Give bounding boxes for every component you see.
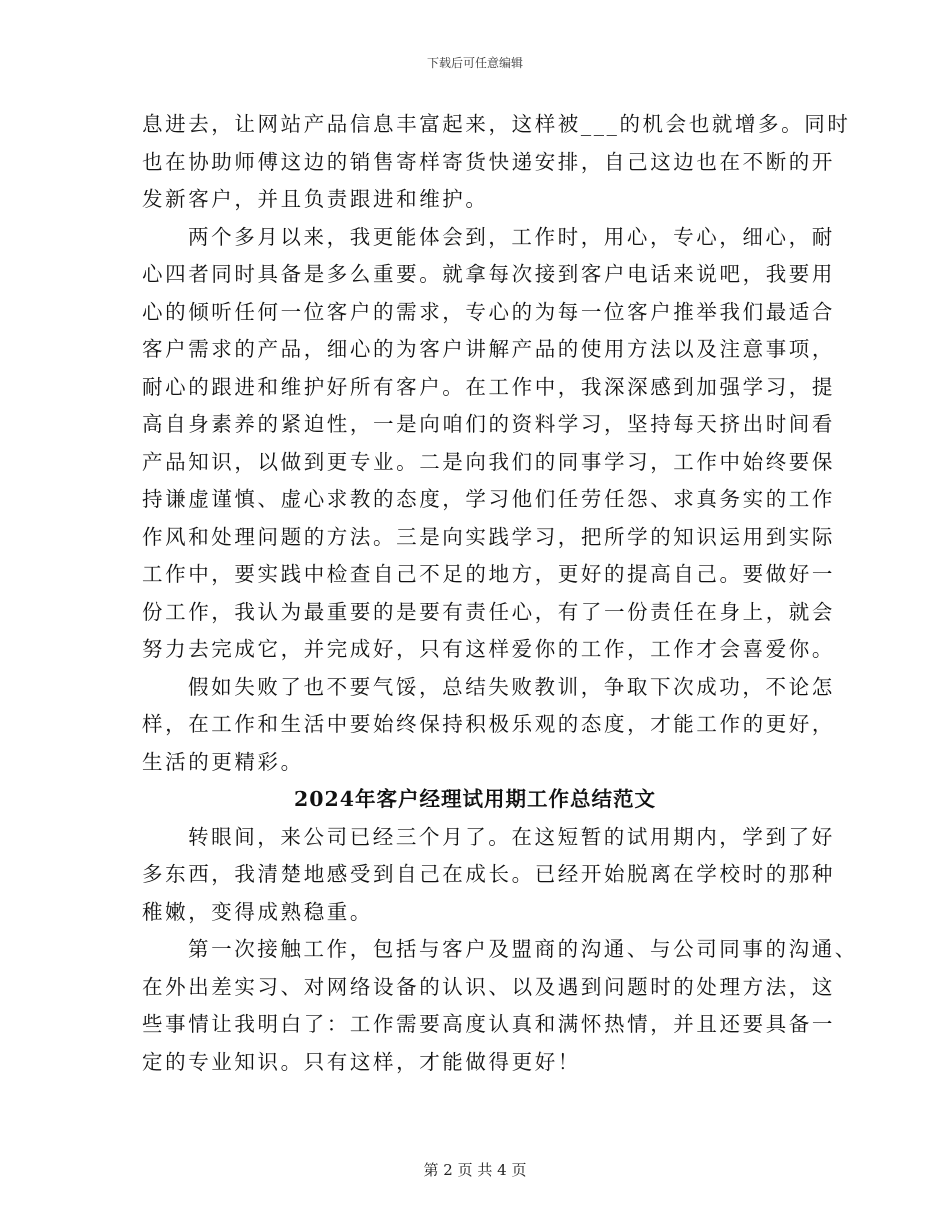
text-line: 定的专业知识。只有这样，才能做得更好！ (142, 1049, 581, 1074)
text-line: 份工作，我认为最重要的是要有责任心，有了一份责任在身上，就会 (142, 599, 835, 624)
text-line: 耐心的跟进和维护好所有客户。在工作中，我深深感到加强学习，提 (142, 374, 835, 399)
text-line: 两个多月以来，我更能体会到，工作时，用心，专心，细心，耐 (188, 224, 835, 249)
text-line: 工作中，要实践中检查自己不足的地方，更好的提高自己。要做好一 (142, 562, 835, 586)
text-line: 转眼间，来公司已经三个月了。在这短暂的试用期内，学到了好 (188, 824, 835, 849)
text-line: 在外出差实习、对网络设备的认识、以及遇到问题时的处理方法，这 (142, 974, 835, 999)
text-line: 产品知识，以做到更专业。二是向我们的同事学习，工作中始终要保 (142, 449, 835, 474)
text-line: 第一次接触工作，包括与客户及盟商的沟通、与公司同事的沟通、 (188, 937, 858, 961)
text-line: 努力去完成它，并完成好，只有这样爱你的工作，工作才会喜爱你。 (142, 637, 835, 661)
page-header: 下载后可任意编辑 (426, 56, 523, 70)
text-line: 作风和处理问题的方法。三是向实践学习，把所学的知识运用到实际 (142, 524, 835, 549)
text-line: 多东西，我清楚地感受到自己在成长。已经开始脱离在学校时的那种 (142, 862, 835, 886)
document-body (142, 106, 858, 1081)
text-line: 生活的更精彩。 (142, 749, 304, 774)
text-line: 样，在工作和生活中要始终保持积极乐观的态度，才能工作的更好， (142, 712, 835, 736)
text-line: 发新客户，并且负责跟进和维护。 (142, 187, 489, 211)
text-line: 也在协助师傅这边的销售寄样寄货快递安排，自己这边也在不断的开 (142, 149, 835, 174)
text-line: 高自身素养的紧迫性，一是向咱们的资料学习，坚持每天挤出时间看 (142, 412, 835, 436)
text-line: 息进去，让网站产品信息丰富起来，这样被___的机会也就增多。同时 (142, 112, 851, 136)
paragraph (142, 931, 858, 1081)
paragraph (142, 819, 835, 932)
paragraph (142, 219, 835, 669)
text-line: 些事情让我明白了：工作需要高度认真和满怀热情，并且还要具备一 (142, 1012, 835, 1036)
text-line: 持谦虚谨慎、虚心求教的态度，学习他们任劳任怨、求真务实的工作 (142, 487, 835, 511)
text-line: 稚嫩，变得成熟稳重。 (142, 899, 373, 924)
section-title: 2024年客户经理试用期工作总结范文 (293, 787, 657, 811)
text-line: 客户需求的产品，细心的为客户讲解产品的使用方法以及注意事项， (142, 337, 835, 361)
text-line: 心四者同时具备是多么重要。就拿每次接到客户电话来说吧，我要用 (142, 262, 835, 286)
page-number: 第 2 页 共 4 页 (423, 1161, 527, 1179)
paragraph (142, 669, 835, 782)
text-line: 心的倾听任何一位客户的需求，专心的为每一位客户推举我们最适合 (142, 299, 835, 324)
paragraph (142, 106, 851, 219)
text-line: 假如失败了也不要气馁，总结失败教训，争取下次成功，不论怎 (188, 674, 835, 699)
